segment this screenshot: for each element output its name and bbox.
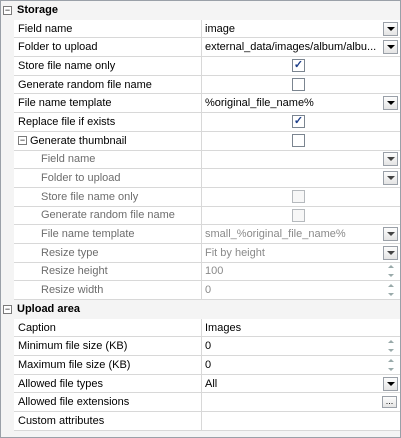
property-name: File name template — [14, 225, 202, 244]
property-name: Store file name only — [14, 188, 202, 207]
row-gutter — [1, 20, 14, 39]
spin-buttons[interactable] — [384, 338, 397, 354]
property-row[interactable] — [1, 263, 400, 282]
row-gutter — [1, 57, 14, 76]
property-value[interactable] — [202, 356, 400, 375]
row-gutter — [1, 393, 14, 412]
spin-buttons[interactable] — [384, 263, 397, 279]
ellipsis-button[interactable]: ... — [382, 396, 397, 408]
dropdown-button[interactable] — [383, 152, 398, 166]
property-value[interactable] — [202, 263, 400, 282]
dropdown-button[interactable] — [383, 171, 398, 185]
row-gutter — [1, 244, 14, 263]
dropdown-button[interactable] — [383, 22, 398, 36]
value-text: All — [205, 377, 218, 390]
property-name: Folder to upload — [14, 169, 202, 188]
value-text[interactable]: 0 — [205, 284, 212, 297]
spin-up-button[interactable] — [384, 338, 397, 345]
row-gutter — [1, 412, 14, 431]
row-gutter — [1, 169, 14, 188]
category-header[interactable] — [1, 1, 400, 20]
property-value[interactable] — [202, 38, 400, 57]
property-row[interactable] — [1, 225, 400, 244]
property-row[interactable] — [1, 188, 400, 207]
chevron-down-icon — [387, 176, 395, 180]
property-name: Caption — [14, 319, 202, 338]
property-row[interactable] — [1, 412, 400, 431]
arrow-down-icon — [388, 293, 394, 296]
property-value[interactable] — [202, 57, 400, 76]
value-text[interactable]: Images — [205, 321, 242, 334]
property-value[interactable] — [202, 132, 400, 151]
row-gutter — [1, 76, 14, 95]
property-row[interactable] — [1, 319, 400, 338]
property-row[interactable] — [1, 169, 400, 188]
property-value[interactable] — [202, 337, 400, 356]
property-name: Generate random file name — [14, 76, 202, 95]
property-value[interactable] — [202, 225, 400, 244]
value-text[interactable]: 0 — [205, 358, 212, 371]
collapse-toggle[interactable] — [1, 1, 14, 20]
chevron-down-icon — [387, 251, 395, 255]
property-name: Resize height — [14, 263, 202, 282]
property-row[interactable] — [1, 337, 400, 356]
row-gutter — [1, 132, 14, 151]
property-row[interactable] — [1, 151, 400, 170]
property-value[interactable] — [202, 20, 400, 39]
spin-down-button[interactable] — [384, 272, 397, 279]
row-gutter — [1, 375, 14, 394]
property-row[interactable] — [1, 281, 400, 300]
property-value[interactable] — [202, 412, 400, 431]
dropdown-button[interactable] — [383, 96, 398, 110]
property-row[interactable] — [1, 375, 400, 394]
spin-up-button[interactable] — [384, 282, 397, 289]
property-name: Field name — [14, 151, 202, 170]
property-row[interactable] — [1, 20, 400, 39]
dropdown-button[interactable] — [383, 246, 398, 260]
chevron-down-icon — [387, 382, 395, 386]
property-name: Replace file if exists — [14, 113, 202, 132]
value-text: external_data/images/album/albu... — [205, 41, 377, 54]
property-name: File name template — [14, 94, 202, 113]
checkbox[interactable] — [292, 134, 305, 147]
value-text: image — [205, 22, 235, 35]
property-name — [14, 132, 202, 151]
dropdown-button[interactable] — [383, 40, 398, 54]
checkbox[interactable] — [292, 115, 305, 128]
chevron-down-icon — [387, 45, 395, 49]
property-row[interactable] — [1, 113, 400, 132]
checkmark-icon: ✓ — [293, 115, 304, 128]
property-name: Field name — [14, 20, 202, 39]
property-row-generate-thumbnail[interactable] — [1, 132, 400, 151]
property-row[interactable] — [1, 38, 400, 57]
property-name: Allowed file types — [14, 375, 202, 394]
row-gutter — [1, 94, 14, 113]
value-text[interactable]: 100 — [205, 265, 224, 278]
property-value[interactable] — [202, 207, 400, 226]
arrow-down-icon — [388, 368, 394, 371]
property-name: Resize width — [14, 281, 202, 300]
property-value[interactable] — [202, 113, 400, 132]
spin-buttons[interactable] — [384, 282, 397, 298]
chevron-down-icon — [387, 232, 395, 236]
property-name: Resize type — [14, 244, 202, 263]
property-value[interactable] — [202, 169, 400, 188]
value-text: small_%original_file_name% — [205, 228, 346, 241]
spin-down-button[interactable] — [384, 347, 397, 354]
value-text: %original_file_name% — [205, 97, 314, 110]
property-value[interactable] — [202, 188, 400, 207]
arrow-up-icon — [388, 340, 394, 343]
property-name: Maximum file size (KB) — [14, 356, 202, 375]
chevron-down-icon — [387, 157, 395, 161]
minus-icon[interactable]: − — [4, 303, 11, 314]
property-value[interactable] — [202, 151, 400, 170]
row-gutter — [1, 319, 14, 338]
property-name: Minimum file size (KB) — [14, 337, 202, 356]
property-row[interactable] — [1, 94, 400, 113]
property-name: Allowed file extensions — [14, 393, 202, 412]
property-value[interactable] — [202, 94, 400, 113]
spin-up-button[interactable] — [384, 263, 397, 270]
property-label: Generate thumbnail — [30, 134, 127, 147]
value-text[interactable]: 0 — [205, 340, 212, 353]
category-header[interactable] — [1, 300, 400, 319]
property-row[interactable] — [1, 207, 400, 226]
checkmark-icon: ✓ — [293, 59, 304, 72]
arrow-up-icon — [388, 359, 394, 362]
property-value[interactable] — [202, 375, 400, 394]
chevron-down-icon — [387, 27, 395, 31]
minus-icon[interactable]: − — [4, 4, 11, 15]
value-text: Fit by height — [205, 246, 265, 259]
property-row[interactable] — [1, 57, 400, 76]
property-value[interactable] — [202, 76, 400, 95]
dropdown-button[interactable] — [383, 377, 398, 391]
arrow-down-icon — [388, 274, 394, 277]
category-title: Storage — [17, 4, 58, 17]
row-gutter — [1, 207, 14, 226]
minus-icon[interactable]: − — [19, 134, 26, 145]
checkbox[interactable] — [292, 78, 305, 91]
property-row[interactable] — [1, 393, 400, 412]
arrow-up-icon — [388, 284, 394, 287]
chevron-down-icon — [387, 101, 395, 105]
grid-empty-area — [1, 431, 400, 437]
row-gutter — [1, 356, 14, 375]
spin-down-button[interactable] — [384, 366, 397, 373]
row-gutter — [1, 38, 14, 57]
row-gutter — [1, 281, 14, 300]
arrow-up-icon — [388, 265, 394, 268]
property-name: Custom attributes — [14, 412, 202, 431]
collapse-toggle[interactable] — [1, 300, 14, 319]
spin-up-button[interactable] — [384, 357, 397, 364]
property-row[interactable] — [1, 76, 400, 95]
category-title: Upload area — [17, 303, 80, 316]
property-row[interactable] — [1, 356, 400, 375]
property-name: Store file name only — [14, 57, 202, 76]
row-gutter — [1, 337, 14, 356]
spin-buttons[interactable] — [384, 357, 397, 373]
property-value[interactable] — [202, 281, 400, 300]
row-gutter — [1, 263, 14, 282]
arrow-down-icon — [388, 349, 394, 352]
row-gutter — [1, 113, 14, 132]
property-value[interactable] — [202, 319, 400, 338]
property-name: Folder to upload — [14, 38, 202, 57]
spin-down-button[interactable] — [384, 291, 397, 298]
dropdown-button[interactable] — [383, 227, 398, 241]
row-gutter — [1, 188, 14, 207]
row-gutter — [1, 151, 14, 170]
property-value[interactable] — [202, 244, 400, 263]
property-value[interactable] — [202, 393, 400, 412]
checkbox[interactable] — [292, 209, 305, 222]
property-row[interactable] — [1, 244, 400, 263]
checkbox[interactable] — [292, 59, 305, 72]
row-gutter — [1, 225, 14, 244]
property-name: Generate random file name — [14, 207, 202, 226]
checkbox[interactable] — [292, 190, 305, 203]
